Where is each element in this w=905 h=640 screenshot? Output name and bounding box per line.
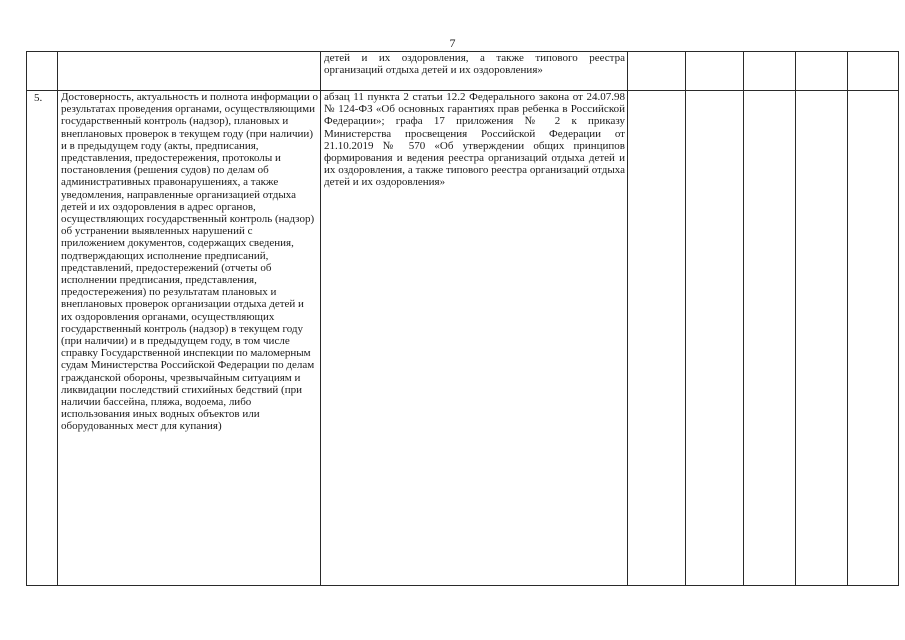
cell-number-continued: [27, 52, 58, 91]
cell-requirement: [58, 91, 321, 586]
cell-empty-col5-continued: [686, 52, 744, 91]
cell-empty-col7-continued: [796, 52, 848, 91]
page-number: 7: [449, 36, 456, 50]
cell-empty-col7: [796, 91, 848, 586]
cell-legal-basis-continued: [321, 52, 628, 91]
legal-basis-text: абзац 11 пункта 2 статьи 12.2 Федерального закона от 24.07.98 № 124-ФЗ «Об основных гарантиях прав ребенка в Российской Федерации»; графа 17 приложения № 2 к приказу Министерства просвещения Российской Федерации от 21.10.2019 № 570 «Об утверждении общих принципов формирования и ведения реестра организаций отдыха детей и их оздоровления, а также типового реестра организаций отдыха детей и их оздоровления»: [324, 91, 625, 189]
table-row-5: [27, 91, 899, 586]
table-row-continued: [27, 52, 899, 91]
cell-empty-col4-continued: [628, 52, 686, 91]
legal-basis-continued-text: детей и их оздоровления, а также типового реестра организаций отдыха детей и их оздоровления»: [324, 52, 625, 77]
cell-empty-col6-continued: [744, 52, 796, 91]
inspection-table: [26, 51, 899, 586]
cell-requirement-continued: [58, 52, 321, 91]
cell-row-number: [27, 91, 58, 586]
cell-legal-basis: [321, 91, 628, 586]
cell-empty-col8-continued: [848, 52, 899, 91]
cell-empty-col5: [686, 91, 744, 586]
cell-empty-col6: [744, 91, 796, 586]
row-number: 5.: [34, 92, 43, 104]
cell-empty-col4: [628, 91, 686, 586]
requirement-text: Достоверность, актуальность и полнота информации о результатах проведения органами, осуществляющими государственный контроль (надзор), плановых и внеплановых проверок в текущем году (при наличии) и в предыдущем году (акты, предписания, представления, предостережения, протоколы и постановления (решения судов) по делам об административных правонарушениях, а также уведомления, направленные организацией отдыха детей и их оздоровления в адрес органов, осуществляющих государственный контроль (надзор) об устранении выявленных нарушений с приложением документов, содержащих сведения, подтверждающих исполнение предписаний, представлений, предостережений (отчеты об исполнении предписания, представления, предостережения) по результатам плановых и внеплановых проверок организации отдыха детей и их оздоровления органами, осуществляющих государственный контроль (надзор) в текущем году (при наличии) и в предыдущем году, в том числе справку Государственной инспекции по маломерным судам Министерства Российской Федерации по делам гражданской обороны, чрезвычайным ситуациям и ликвидации последствий стихийных бедствий (при наличии бассейна, пляжа, водоема, либо использования иных водных объектов или оборудованных мест для купания): [61, 91, 318, 433]
cell-empty-col8: [848, 91, 899, 586]
